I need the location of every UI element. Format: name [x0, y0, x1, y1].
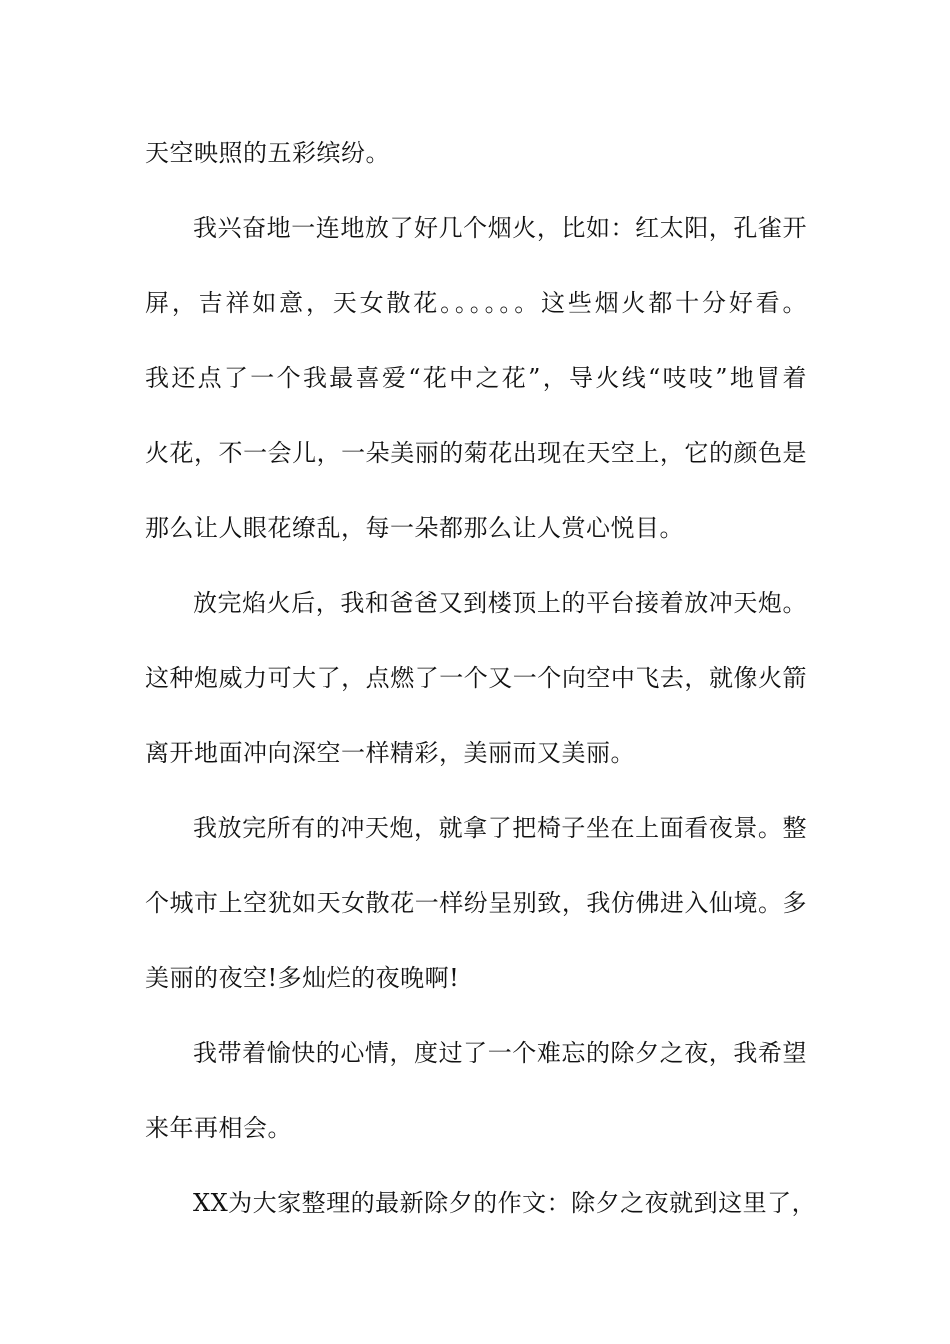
paragraph-start-line: 我带着愉快的心情，度过了一个难忘的除夕之夜，我希望	[193, 1039, 807, 1067]
text-line: 美丽的夜空!多灿烂的夜晚啊!	[145, 964, 460, 992]
text-line: 来年再相会。	[145, 1114, 292, 1142]
text-line: 离开地面冲向深空一样精彩，美丽而又美丽。	[145, 739, 635, 767]
text-line: 屏，吉祥如意，天女散花。。。。。。这些烟火都十分好看。	[145, 289, 807, 317]
text-line: 那么让人眼花缭乱，每一朵都那么让人赏心悦目。	[145, 514, 684, 542]
paragraph-start-line: 我兴奋地一连地放了好几个烟火，比如：红太阳，孔雀开	[193, 214, 807, 242]
text-line: 火花，不一会儿，一朵美丽的菊花出现在天空上，它的颜色是	[145, 439, 807, 467]
paragraph-start-line: XX为大家整理的最新除夕的作文：除夕之夜就到这里了，	[193, 1189, 817, 1217]
text-line: 个城市上空犹如天女散花一样纷呈别致，我仿佛进入仙境。多	[145, 889, 807, 917]
text-line: 天空映照的五彩缤纷。	[145, 139, 390, 167]
text-line: 我还点了一个我最喜爱“花中之花”，导火线“吱吱”地冒着	[145, 364, 807, 392]
paragraph-start-line: 我放完所有的冲天炮，就拿了把椅子坐在上面看夜景。整	[193, 814, 807, 842]
essay-body	[145, 131, 817, 1256]
paragraph-start-line: 放完焰火后，我和爸爸又到楼顶上的平台接着放冲天炮。	[193, 589, 807, 617]
text-line: 这种炮威力可大了，点燃了一个又一个向空中飞去，就像火箭	[145, 664, 807, 692]
